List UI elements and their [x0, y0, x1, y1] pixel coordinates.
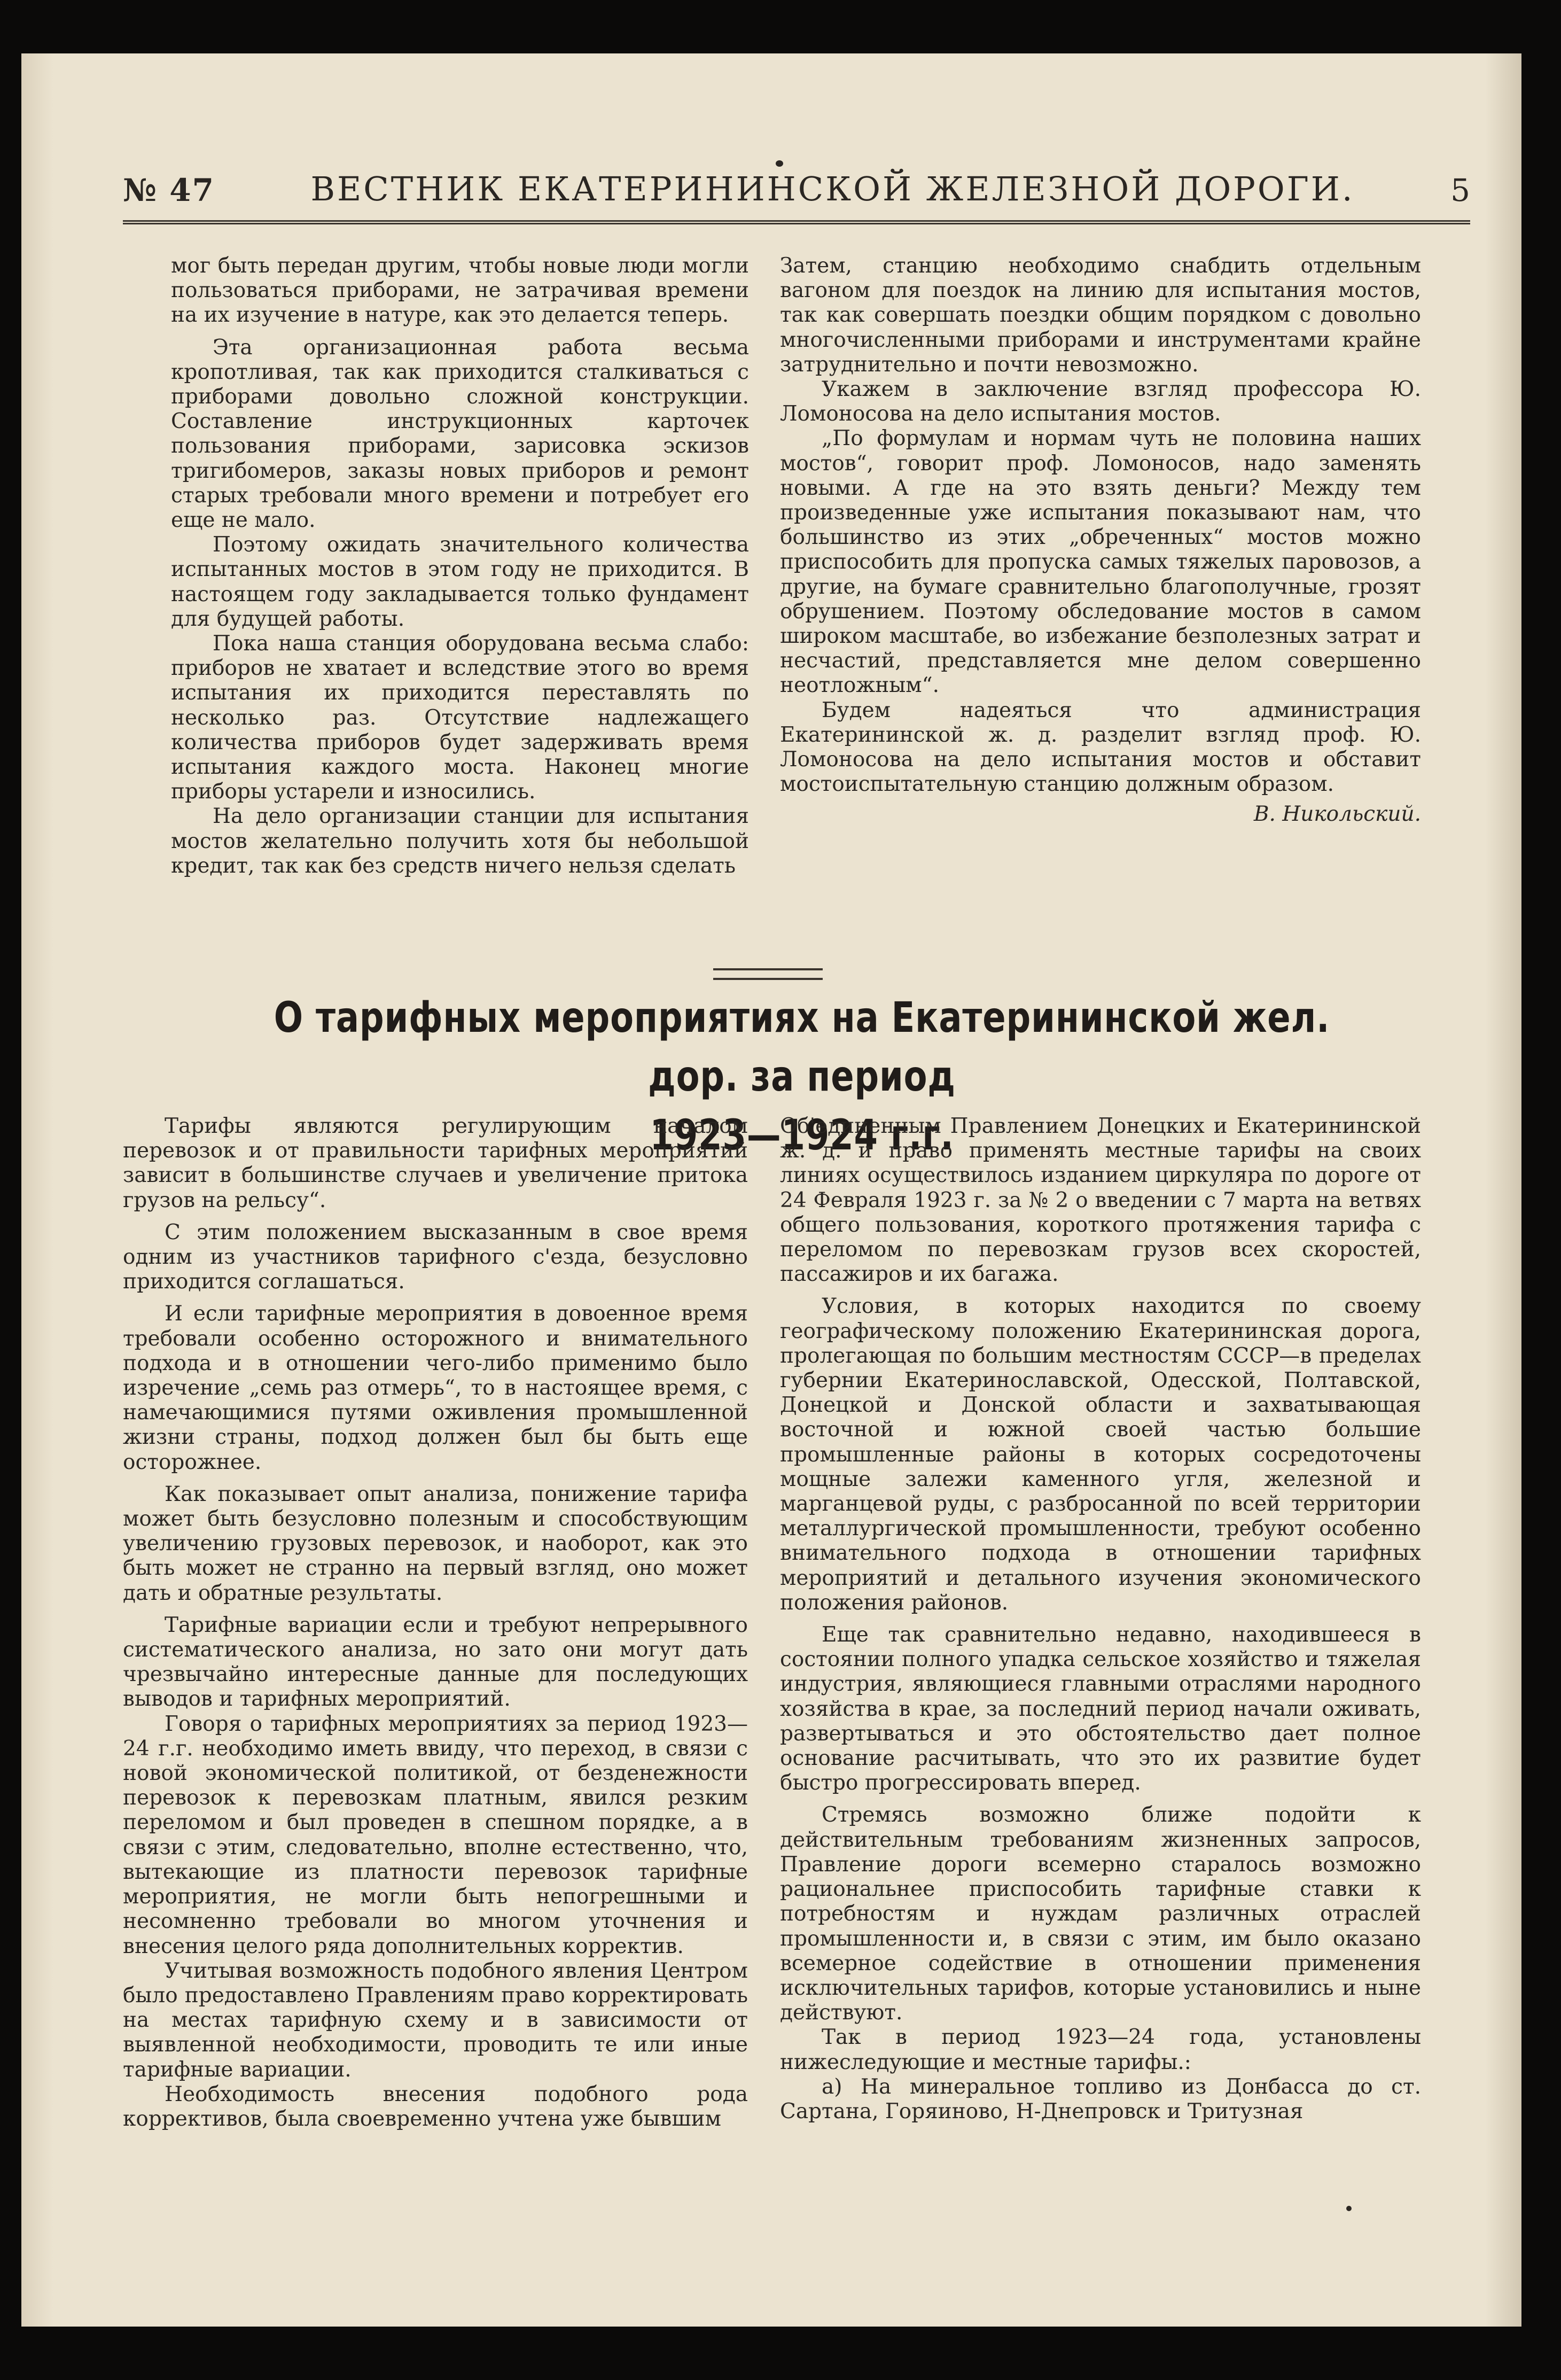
paragraph: Пока наша станция оборудована весьма слабо: приборов не хватает и вследствие этого во время испытания их приходится переставлять по несколько раз. Отсутствие надлежащего количества приборов будет задерживать время испытания каждого моста. Наконец многие приборы устарели и износились.	[171, 632, 749, 804]
paragraph: Об'единенным Правлением Донецких и Екатерининской ж. д. и право применять местные тарифы на своих линиях осуществилось изданием циркуляра по дороге от 24 Февраля 1923 г. за № 2 о введении с 7 марта на ветвях общего пользования, короткого протяжения тарифа с переломом по перевозкам грузов всех скоростей, пассажиров и их багажа.	[780, 1114, 1421, 1287]
bottom-left-column	[123, 1114, 748, 2132]
article-title-line-1: О тарифных мероприятиях на Екатерининской жел. дор. за период	[274, 994, 1330, 1101]
paragraph: „По формулам и нормам чуть не половина наших мостов“, говорит проф. Ломоносов, надо заменять новыми. А где на это взять деньги? Между тем произведенные уже испытания показывают нам, что большинство из этих „обреченных“ мостов можно приспособить для пропуска самых тяжелых паровозов, а другие, на бумаге сравнительно благополучные, грозят обрушением. Поэтому обследование мостов в самом широком масштабе, во избежание безполезных затрат и несчастий, представляется мне делом совершенно неотложным“.	[780, 426, 1421, 698]
paragraph: И если тарифные мероприятия в довоенное время требовали особенно осторожного и внимательного подхода и в отношении чего-либо применимо было изречение „семь раз отмерь“, то в настоящее время, с намечающимися путями оживления промышленной жизни страны, подход должен был бы быть еще осторожнее.	[123, 1302, 748, 1474]
article-title-line-2: 1923—1924 г.г.	[650, 1111, 954, 1160]
paragraph: Поэтому ожидать значительного количества испытанных мостов в этом году не приходится. В настоящем году закладывается только фундамент для будущей работы.	[171, 533, 749, 631]
top-left-column	[171, 254, 749, 878]
paragraph: Говоря о тарифных мероприятиях за период 1923—24 г.г. необходимо иметь ввиду, что переход, в связи с новой экономической политикой, от безденежности перевозок к перевозкам платным, явился резким переломом и был проведен в спешном порядке, а в связи с этим, следовательно, вполне естественно, что, вытекающие из платности перевозок тарифные мероприятия, не могли быть непогрешными и несомненно требовали во многом уточнения и внесения целого ряда дополнительных корректив.	[123, 1712, 748, 1958]
paragraph: Эта организационная работа весьма кропотливая, так как приходится сталкиваться с приборами довольно сложной конструкции. Составление инструкционных карточек пользования приборами, зарисовка эскизов тригибомеров, заказы новых приборов и ремонт старых требовали много времени и потребует его еще не мало.	[171, 335, 749, 533]
page-header	[123, 128, 1470, 224]
paragraph: На дело организации станции для испытания мостов желательно получить хотя бы небольшой кредит, так как без средств ничего нельзя сделать	[171, 804, 749, 878]
paragraph: а) На минеральное топливо из Донбасса до ст. Сартана, Горяиново, Н-Днепровск и Тритузная	[780, 2074, 1421, 2124]
paragraph: Учитывая возможность подобного явления Центром было предоставлено Правлениям право корректировать на местах тарифную схему и в зависимости от выявленной необходимости, проводить те или иные тарифные вариации.	[123, 1958, 748, 2082]
author-signature: В. Никольский.	[1253, 802, 1421, 827]
title-divider	[713, 968, 823, 980]
ink-speck	[1346, 2206, 1352, 2211]
paragraph: Затем, станцию необходимо снабдить отдельным вагоном для поездок на линию для испытания мостов, так как совершать поездки общим порядком с довольно многочисленными приборами и инструментами крайне затруднительно и почти невозможно.	[780, 254, 1421, 377]
paragraph: Так в период 1923—24 года, установлены нижеследующие и местные тарифы.:	[780, 2025, 1421, 2074]
issue-number: № 47	[123, 172, 215, 208]
paragraph: Как показывает опыт анализа, понижение тарифа может быть безусловно полезным и способствующим увеличению грузовых перевозок, и наоборот, как это быть может не странно на первый взгляд, оно может дать и обратные результаты.	[123, 1482, 748, 1605]
paragraph: Условия, в которых находится по своему географическому положению Екатерининская дорога, пролегающая по большим местностям СССР—в пределах губернии Екатеринославской, Одесской, Полтавской, Донецкой и Донской области и захватывающая восточной и южной своей частью большие промышленные районы в которых сосредоточены мощные залежи каменного угля, железной и марганцевой руды, с разбросанной по всей территории металлургической промышленности, требуют особенно внимательного подхода в отношении тарифных мероприятий и детального изучения экономического положения районов.	[780, 1294, 1421, 1615]
paragraph: Необходимость внесения подобного рода коррективов, была своевременно учтена уже бывшим	[123, 2082, 748, 2131]
bottom-right-column	[780, 1114, 1421, 2124]
paragraph: Будем надеяться что администрация Екатерининской ж. д. разделит взгляд проф. Ю. Ломоносова на дело испытания мостов и обставит мостоиспытательную станцию должным образом.	[780, 698, 1421, 797]
paragraph: Стремясь возможно ближе подойти к действительным требованиям жизненных запросов, Правление дороги всемерно старалось возможно рациональнее приспособить тарифные ставки к потребностям и нуждам различных отраслей промышленности и, в связи с этим, им было оказано всемерное содействие в отношении применения исключительных тарифов, которые установились и ныне действуют.	[780, 1803, 1421, 2025]
paragraph: С этим положением высказанным в свое время одним из участников тарифного с'езда, безусловно приходится соглашаться.	[123, 1220, 748, 1294]
paragraph: Еще так сравнительно недавно, находившееся в состоянии полного упадка сельское хозяйство и тяжелая индустрия, являющиеся главными отраслями народного хозяйства в крае, за последний период начали оживать, развертываться и это обстоятельство дает полное основание расчитывать, что это их развитие будет быстро прогрессировать вперед.	[780, 1623, 1421, 1795]
paragraph: Тарифы являются регулирующим началом перевозок и от правильности тарифных мероприятий зависит в большинстве случаев и увеличение притока грузов на рельсу“.	[123, 1114, 748, 1212]
ink-speck	[776, 160, 783, 167]
page-number: 5	[1450, 172, 1470, 208]
paragraph: мог быть передан другим, чтобы новые люди могли пользоваться приборами, не затрачивая времени на их изучение в натуре, как это делается теперь.	[171, 254, 749, 328]
journal-title: ВЕСТНИК ЕКАТЕРИНИНСКОЙ ЖЕЛЕЗНОЙ ДОРОГИ.	[310, 169, 1355, 208]
top-right-column	[780, 254, 1421, 827]
paragraph: Укажем в заключение взгляд профессора Ю. Ломоносова на дело испытания мостов.	[780, 377, 1421, 426]
paragraph: Тарифные вариации если и требуют непрерывного систематического анализа, но зато они могут дать чрезвычайно интересные данные для последующих выводов и тарифных мероприятий.	[123, 1613, 748, 1712]
